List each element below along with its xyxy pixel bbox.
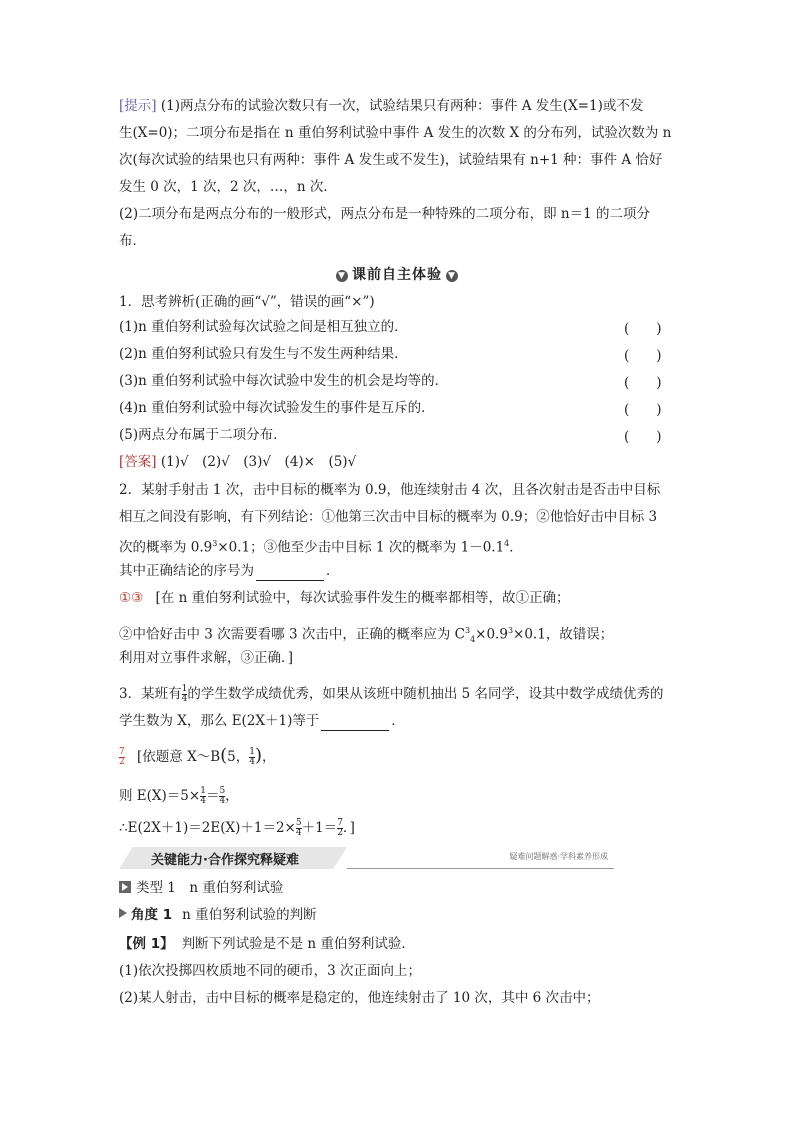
q3-explanation-1: $\frac{7}{2}$ [依题意 X～B(5， $\frac{1}{4}$ )， (119, 745, 276, 767)
q2-line-2: 相互之间没有影响，有下列结论：①他第三次击中目标的概率为 0.9；②他恰好击中目标 3 (119, 509, 658, 525)
section-title: ▼ 课前自主体验 ▼ (0, 264, 794, 284)
hint-line-6: 布． (119, 233, 146, 249)
example-1-item-1: (1)依次投掷四枚质地不同的硬币，3 次正面向上； (119, 963, 422, 979)
q1-item-3: (3)n 重伯努利试验中每次试验中发生的机会是均等的． (119, 373, 449, 389)
q1-item-2: (2)n 重伯努利试验只有发生与不发生两种结果． (119, 346, 408, 362)
q2-line-1: 2．某射手射击 1 次，击中目标的概率为 0.9，他连续射击 4 次，且各次射击是否击中目标 (119, 482, 661, 498)
q2-explanation-3: 利用对立事件求解，③正确．] (119, 650, 294, 666)
answer-tag: [答案] (119, 454, 157, 470)
hint-tag: [提示] (119, 98, 157, 114)
hint-line-5: (2)二项分布是两点分布的一般形式，两点分布是一种特殊的二项分布，即 n＝1 的二项分 (119, 206, 650, 222)
example-1-heading: 【例 1】 判断下列试验是不是 n 重伯努利试验． (119, 936, 415, 952)
q1-answer: [答案] (1)√ (2)√ (3)√ (4)× (5)√ (119, 454, 357, 470)
q1-item-5: (5)两点分布属于二项分布． (119, 427, 287, 443)
q2-explanation-2: ②中恰好击中 3 次需要看哪 3 次击中，正确的概率应为 $C^3_4\times 0.9^3\times 0.1$，故错误； (119, 626, 614, 645)
banner-title: 关键能力·合作探究释疑难 (151, 853, 299, 868)
fraction: $\frac{1}{4}$ (181, 684, 188, 704)
hint-line-1: [提示] (1)两点分布的试验次数只有一次，试验结果只有两种：事件 A 发生(X=1)或不发 (119, 98, 644, 114)
q1-paren-3: ( ) (624, 375, 662, 391)
hint-line-3: 次(每次试验的结果也只有两种：事件 A 发生或不发生)，试验结果有 n+1 种：事件 A 恰好 (119, 152, 663, 168)
q1-paren-5: ( ) (624, 429, 662, 445)
triangle-right-icon (119, 908, 127, 918)
section-banner (119, 847, 614, 871)
q1-item-4: (4)n 重伯努利试验中每次试验发生的事件是互斥的． (119, 400, 435, 416)
q3-line-2: 学生数为 X，那么 E(2X＋1)等于 ． (119, 713, 405, 729)
q1-paren-2: ( ) (624, 348, 662, 364)
q2-line-3: 次的概率为 $0.9^3\times 0.1$；③他至少击中目标 1 次的概率为 $1-0.1^4$． (119, 539, 523, 556)
chevron-down-icon: ▼ (446, 270, 458, 282)
angle-heading: 角度 1 n 重伯努利试验的判断 (119, 905, 317, 925)
q2-line-4: 其中正确结论的序号为 ． (119, 563, 340, 579)
q3-explanation-2: 则 E(X)＝5× $\frac{1}{4}$ ＝ $\frac{5}{4}$ ， (119, 786, 239, 806)
chevron-down-icon: ▼ (336, 270, 348, 282)
q2-answer: ①③ (119, 590, 144, 606)
q3-answer: $\frac{7}{2}$ (119, 747, 125, 767)
hint-line-2: 生(X=0)；二项分布是指在 n 重伯努利试验中事件 A 发生的次数 X 的分布列，试验次数为 n (119, 125, 672, 141)
example-1-item-2: (2)某人射击，击中目标的概率是稳定的，他连续射击了 10 次，其中 6 次击中； (119, 990, 600, 1006)
q3-explanation-3: ∴E(2X＋1)＝2E(X)＋1＝2× $\frac{5}{4}$ ＋1＝ $\frac{7}{2}$ ．] (119, 818, 355, 838)
play-icon (119, 881, 131, 893)
q1-paren-4: ( ) (624, 402, 662, 418)
hint-line-4: 发生 0 次，1 次，2 次，…，n 次． (119, 179, 337, 195)
q1-paren-1: ( ) (624, 321, 662, 337)
banner-subtitle: 疑难问题解惑·学科素养形成 (509, 852, 608, 861)
q1-item-1: (1)n 重伯努利试验每次试验之间是相互独立的． (119, 319, 408, 335)
q1-stem: 1．思考辨析(正确的画“√”，错误的画“×”) (119, 294, 375, 310)
type-heading: 类型 1 n 重伯努利试验 (119, 878, 283, 898)
q3-line-1: 3．某班有 $\frac{1}{4}$ 的学生数学成绩优秀，如果从该班中随机抽出 5 名同学，设其中数学成绩优秀的 (119, 684, 664, 704)
q2-explanation-1: ①③ [在 n 重伯努利试验中，每次试验事件发生的概率都相等，故①正确； (119, 590, 570, 606)
answer-blank (321, 716, 389, 731)
answer-blank (256, 566, 324, 581)
